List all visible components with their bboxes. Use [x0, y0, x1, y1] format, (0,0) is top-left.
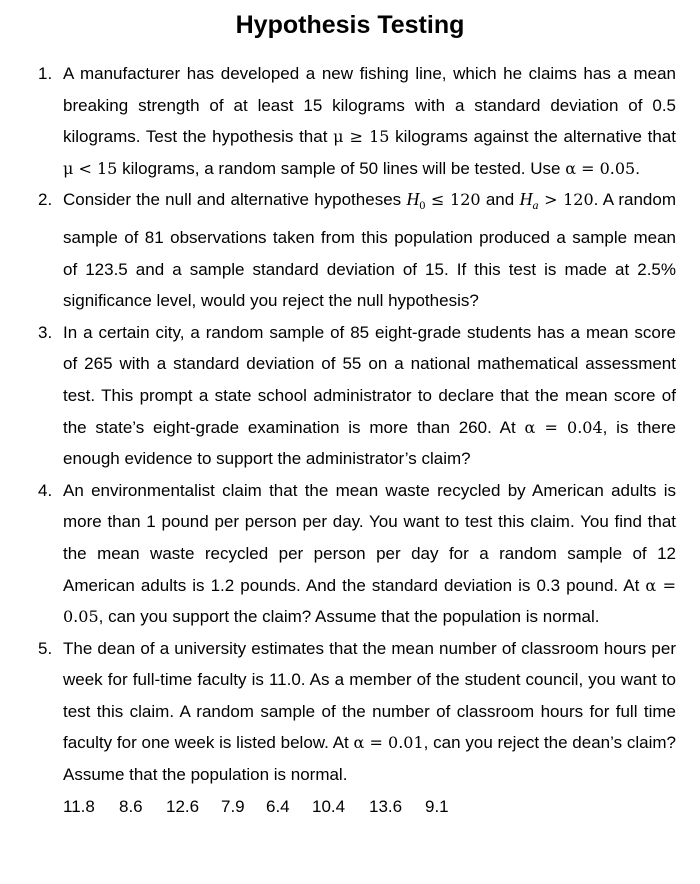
- math-expression: α = 0.05: [63, 575, 676, 627]
- data-values-row: [63, 791, 676, 823]
- math-symbol: H: [519, 189, 533, 210]
- data-value: 6.4: [266, 796, 290, 816]
- problem-1: [0, 58, 700, 184]
- data-value: 13.6: [369, 796, 403, 816]
- problem-number: 2.: [38, 190, 53, 210]
- math-subscript: a: [532, 198, 539, 213]
- math-expression: ≤ 120: [425, 190, 481, 210]
- data-value: 8.6: [119, 796, 143, 816]
- data-value: 12.6: [166, 796, 200, 816]
- problem-4: [0, 475, 700, 633]
- math-expression: μ < 15: [63, 158, 118, 178]
- problem-text: Consider the null and alternative hypotheses: [63, 190, 407, 210]
- problem-text: An environmentalist claim that the mean waste recycled by American adults is more than 1 pound per person per day. You want to test this claim. You find that the mean waste recycled per person per day for a random sample of 12 American adults is 1.2 pounds. And the standard deviation is 0.3 pound. At: [63, 480, 676, 595]
- problem-number: 1.: [38, 64, 53, 83]
- problem-text: In a certain city, a random sample of 85 eight-grade students has a mean score of 265 with a standard deviation of 55 on a national mathematical assessment test. This prompt a state school administrator to declare that the mean score of the state’s eight-grade examination is more than 260. At: [63, 322, 676, 437]
- math-symbol: H: [406, 189, 420, 210]
- problem-text: .: [635, 158, 640, 178]
- problem-text: , can you reject the dean’s claim? Assume that the population is normal.: [63, 733, 676, 785]
- problem-text: , is there enough evidence to support the administrator’s claim?: [63, 417, 676, 469]
- problem-number: 5.: [38, 638, 53, 658]
- problem-number: 3.: [38, 322, 53, 342]
- problem-number: 4.: [38, 480, 53, 500]
- problem-text: A manufacturer has developed a new fishing line, which he claims has a mean breaking strength of at least 15 kilograms with a standard deviation of 0.5 kilograms. Test the hypothesis that: [63, 64, 676, 147]
- problem-text: and: [480, 190, 520, 210]
- math-expression: α = 0.01: [353, 733, 424, 753]
- problem-text: . A random sample of 81 observations taken from this population produced a sample mean of 123.5 and a sample standard deviation of 15. If this test is made at 2.5% significance level, would you reject the null hypothesis?: [63, 190, 676, 311]
- problem-2: [0, 184, 700, 316]
- math-subscript: 0: [419, 198, 426, 213]
- data-value: 7.9: [221, 796, 245, 816]
- problem-text: , can you support the claim? Assume that the population is normal.: [98, 607, 600, 627]
- math-expression: α = 0.04: [524, 417, 603, 437]
- problem-text: kilograms, a random sample of 50 lines will be tested. Use: [117, 158, 566, 178]
- problem-text: The dean of a university estimates that the mean number of classroom hours per week for full-time faculty is 11.0. As a member of the student council, you want to test this claim. A random sample of the number of classroom hours for full time faculty for one week is listed below. At: [63, 638, 676, 753]
- problem-text: kilograms against the alternative that: [389, 127, 676, 147]
- math-expression: α = 0.05: [565, 158, 636, 178]
- data-value: 11.8: [63, 796, 95, 816]
- page-title: Hypothesis Testing: [235, 11, 465, 39]
- data-value: 10.4: [312, 796, 346, 816]
- problem-5: [0, 633, 700, 823]
- math-expression: > 120: [538, 190, 594, 210]
- problem-3: [0, 317, 700, 475]
- problem-list: [0, 58, 700, 822]
- data-value: 9.1: [425, 796, 449, 816]
- math-expression: μ ≥ 15: [333, 127, 390, 147]
